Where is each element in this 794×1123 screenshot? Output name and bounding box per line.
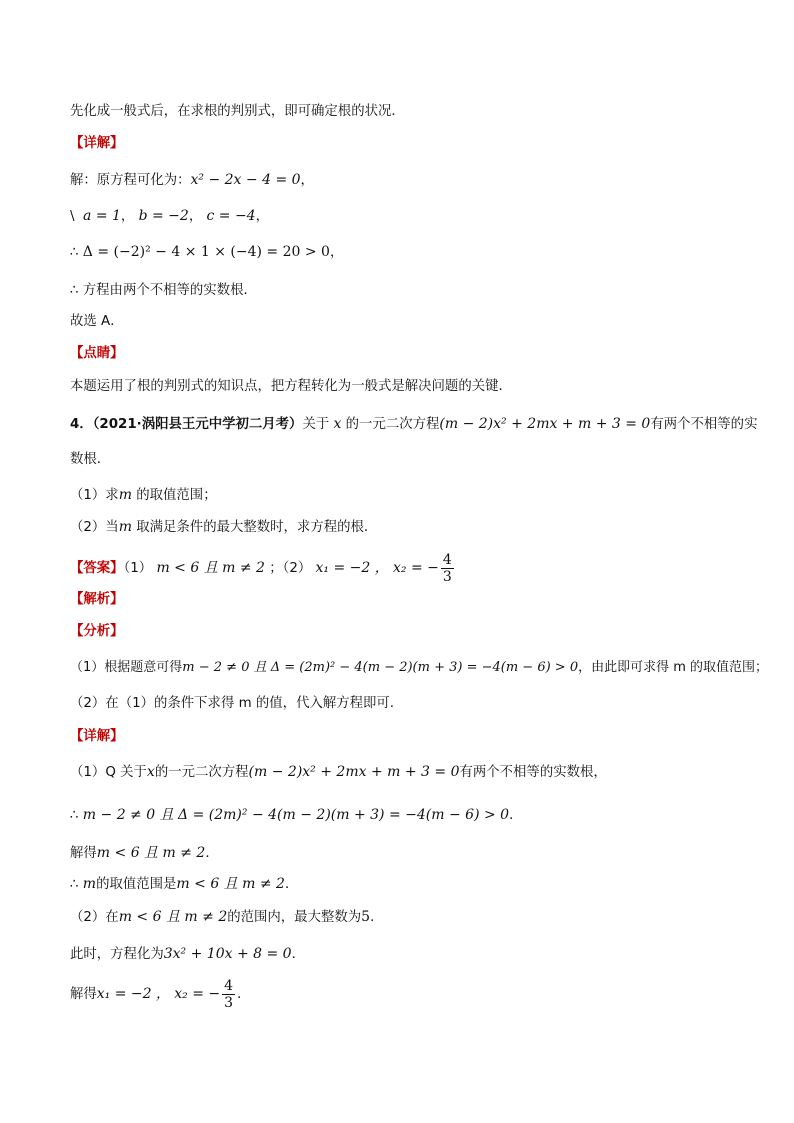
detail-5-value: 5	[361, 909, 371, 925]
analysis-step-1-text-a: （1）根据题意可得	[70, 660, 183, 675]
detail-3-expression: m < 6 且 m ≠ 2	[96, 845, 206, 861]
detail-4-therefore: ∴	[70, 877, 79, 892]
analysis-heading: 【解析】	[70, 592, 124, 607]
detail-line-6	[70, 944, 305, 965]
detail-4-text: 的取值范围是	[96, 877, 177, 892]
detail-5-text-b: 的范围内，最大整数为	[227, 910, 362, 925]
roots-conclusion: ∴ 方程由两个不相等的实数根．	[70, 283, 257, 298]
detail-6-end: ．	[291, 947, 305, 962]
point-text: 本题运用了根的判别式的知识点，把方程转化为一般式是解决问题的关键．	[70, 379, 512, 394]
answer-fraction	[441, 552, 454, 585]
answer-separator: ；（2）	[269, 561, 312, 576]
part-1-variable: m	[118, 487, 132, 503]
detail-line-4	[70, 874, 298, 895]
coef-a: a = 1	[83, 208, 121, 224]
part-2-text: 取满足条件的最大整数时，求方程的根．	[136, 520, 378, 535]
point-heading: 【点睛】	[70, 346, 124, 361]
question-part-2	[70, 517, 377, 538]
analysis-step-1-text-b: ，由此即可求得 m 的取值范围；	[578, 660, 769, 675]
delta-comma: ，	[329, 245, 344, 260]
detail-7-x1: x₁ = −2 ，	[96, 986, 171, 1002]
answer-part-1-expression: m < 6 且 m ≠ 2	[156, 560, 265, 576]
coef-comma-1: ，	[120, 209, 135, 224]
detail-line-3	[70, 843, 219, 864]
analysis-step-1	[70, 658, 768, 678]
coef-comma-3: ，	[255, 209, 269, 224]
answer-fraction-denominator: 3	[442, 568, 452, 585]
choice-line: 故选 A．	[70, 314, 124, 329]
question-number: 4．	[70, 417, 93, 432]
detail-1-text-a: 关于	[120, 765, 147, 780]
question-4-line	[70, 414, 757, 435]
analysis-step-1-expression: m − 2 ≠ 0 且 Δ = (2m)² − 4(m − 2)(m + 3) = −4(m − 6) > 0	[182, 660, 579, 675]
detail-7-fraction-numerator: 4	[224, 977, 234, 994]
detail-heading: 【详解】	[70, 136, 124, 151]
question-equation: (m − 2)x² + 2mx + m + 3 = 0	[439, 416, 651, 432]
detail-7-end: ．	[237, 987, 251, 1002]
detail-4-expression: m < 6 且 m ≠ 2	[176, 876, 285, 892]
detail-1-equation: (m − 2)x² + 2mx + m + 3 = 0	[248, 764, 460, 780]
detail-1-label: （1）	[70, 765, 106, 780]
question-text-b: 的一元二次方程	[345, 417, 440, 432]
detail-7-text: 解得	[70, 987, 97, 1002]
part-2-label: （2）当	[70, 520, 119, 535]
question-text-c: 有两个不相等的实	[650, 417, 758, 432]
question-source: （2021·涡阳县王元中学初二月考）	[92, 417, 303, 432]
therefore-symbol: ∴	[70, 245, 79, 260]
because-symbol: Q	[105, 765, 116, 780]
detail-6-text: 此时，方程化为	[70, 947, 164, 962]
part-1-text: 的取值范围；	[136, 488, 217, 503]
part-1-label: （1）求	[70, 488, 119, 503]
question-variable-x: x	[333, 416, 342, 432]
fenxi-heading: 【分析】	[70, 624, 124, 639]
detail-2-end: ．	[509, 808, 523, 823]
delta-line	[70, 242, 343, 263]
solution-equation: x² − 2x − 4 = 0	[190, 172, 301, 188]
detail-7-x2: x₂ = −	[174, 986, 221, 1002]
analysis-step-2: （2）在（1）的条件下求得 m 的值，代入解方程即可.	[70, 696, 395, 711]
detail-line-7	[70, 977, 250, 1012]
detail-3-text: 解得	[70, 846, 97, 861]
detail-2-expression: m − 2 ≠ 0 且 Δ = (2m)² − 4(m − 2)(m + 3) = −4(m − 6) > 0	[82, 807, 510, 823]
detail-5-text-a: （2）在	[70, 910, 119, 925]
answer-part-1-label: （1）	[123, 561, 153, 576]
detail-line-1	[70, 762, 607, 783]
part-2-variable: m	[118, 519, 132, 535]
detail-1-variable: x	[146, 764, 155, 780]
delta-expression: Δ = (−2)² − 4 × 1 × (−4) = 20 > 0	[82, 244, 330, 260]
answer-heading: 【答案】	[70, 561, 124, 576]
answer-x2: x₂ = −	[393, 560, 439, 576]
detail-3-end: ．	[205, 846, 219, 861]
detail-5-end: ．	[370, 910, 384, 925]
detail-4-end: ．	[284, 877, 299, 892]
detail-2-therefore: ∴	[70, 808, 79, 823]
detail-line-5	[70, 907, 383, 928]
detail-4-variable: m	[82, 876, 97, 892]
detail-1-text-b: 的一元二次方程	[154, 765, 249, 780]
solution-prefix: 解：原方程可化为：	[70, 173, 191, 188]
detail-7-fraction-denominator: 3	[224, 994, 234, 1011]
hint-line: 先化成一般式后，在求根的判别式，即可确定根的状况．	[70, 104, 405, 119]
detail-5-expression: m < 6 且 m ≠ 2	[118, 909, 228, 925]
coef-c: c = −4	[206, 208, 256, 224]
detail-heading-2: 【详解】	[70, 729, 124, 744]
question-4-continued: 数根．	[70, 452, 111, 467]
question-text-a: 关于	[302, 417, 330, 432]
coef-comma-2: ，	[188, 209, 203, 224]
detail-1-text-c: 有两个不相等的实数根，	[459, 765, 607, 780]
solution-line	[70, 170, 314, 191]
coef-b: b = −2	[138, 208, 189, 224]
answer-x1: x₁ = −2 ，	[315, 560, 389, 576]
solution-end: ，	[300, 173, 314, 188]
coef-prefix: \	[70, 209, 75, 224]
detail-line-2	[70, 805, 522, 826]
detail-7-fraction	[222, 978, 235, 1011]
answer-line	[70, 551, 456, 586]
answer-fraction-numerator: 4	[442, 551, 452, 568]
detail-6-equation: 3x² + 10x + 8 = 0	[163, 946, 292, 962]
question-part-1	[70, 485, 217, 506]
coefficients-line	[70, 206, 269, 227]
